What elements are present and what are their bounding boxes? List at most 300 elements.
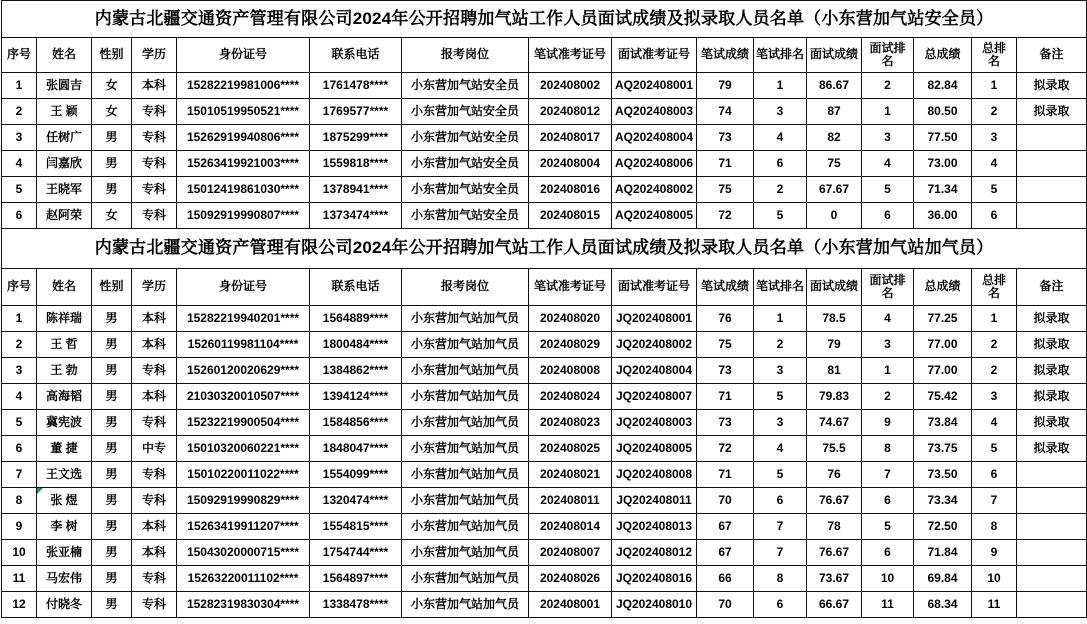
cell-written-exam-no: 202408011 bbox=[529, 488, 612, 514]
header-education: 学历 bbox=[132, 269, 177, 306]
cell-gender: 男 bbox=[92, 436, 132, 462]
cell-written-exam-no: 202408007 bbox=[529, 540, 612, 566]
cell-name: 李 树 bbox=[37, 514, 92, 540]
cell-interview-rank: 5 bbox=[862, 514, 914, 540]
cell-remark bbox=[1017, 203, 1087, 229]
cell-written-rank: 3 bbox=[754, 99, 807, 125]
header-phone: 联系电话 bbox=[310, 269, 402, 306]
cell-id-number: 15010220011022**** bbox=[177, 462, 310, 488]
cell-total-score: 73.84 bbox=[914, 410, 972, 436]
cell-gender: 男 bbox=[92, 358, 132, 384]
cell-education: 专科 bbox=[132, 410, 177, 436]
cell-position: 小东营加气站加气员 bbox=[402, 540, 529, 566]
cell-error-indicator-icon bbox=[37, 488, 43, 494]
cell-index: 3 bbox=[2, 358, 37, 384]
cell-written-exam-no: 202408014 bbox=[529, 514, 612, 540]
header-gender: 性别 bbox=[92, 269, 132, 306]
cell-remark bbox=[1017, 514, 1087, 540]
cell-id-number: 15282219940201**** bbox=[177, 306, 310, 332]
cell-phone: 1769577**** bbox=[310, 99, 402, 125]
header-written-score: 笔试成绩 bbox=[697, 269, 754, 306]
header-interview-rank bbox=[862, 38, 914, 73]
cell-interview-score: 78.5 bbox=[807, 306, 862, 332]
cell-interview-exam-no: AQ202408006 bbox=[612, 151, 697, 177]
table-row bbox=[2, 203, 1087, 229]
cell-written-score: 67 bbox=[697, 540, 754, 566]
table-row bbox=[2, 566, 1087, 592]
cell-written-rank: 5 bbox=[754, 203, 807, 229]
cell-written-rank: 1 bbox=[754, 73, 807, 99]
cell-education: 专科 bbox=[132, 488, 177, 514]
cell-written-rank: 6 bbox=[754, 488, 807, 514]
header-row bbox=[2, 269, 1087, 306]
cell-total-rank: 9 bbox=[972, 540, 1017, 566]
header-name: 姓名 bbox=[37, 269, 92, 306]
cell-written-score: 71 bbox=[697, 384, 754, 410]
cell-phone: 1384862**** bbox=[310, 358, 402, 384]
cell-total-rank: 8 bbox=[972, 514, 1017, 540]
cell-name: 冀宪波 bbox=[37, 410, 92, 436]
cell-total-rank: 1 bbox=[972, 306, 1017, 332]
cell-interview-score: 73.67 bbox=[807, 566, 862, 592]
cell-written-rank: 7 bbox=[754, 514, 807, 540]
header-total-score: 总成绩 bbox=[914, 269, 972, 306]
cell-written-exam-no: 202408015 bbox=[529, 203, 612, 229]
cell-interview-exam-no: AQ202408005 bbox=[612, 203, 697, 229]
cell-gender: 男 bbox=[92, 566, 132, 592]
cell-position: 小东营加气站加气员 bbox=[402, 410, 529, 436]
cell-total-rank: 2 bbox=[972, 99, 1017, 125]
cell-interview-exam-no: JQ202408008 bbox=[612, 462, 697, 488]
cell-remark bbox=[1017, 488, 1087, 514]
cell-total-score: 69.84 bbox=[914, 566, 972, 592]
cell-written-exam-no: 202408017 bbox=[529, 125, 612, 151]
header-written-exam-no: 笔试准考证号 bbox=[529, 38, 612, 73]
cell-total-score: 71.84 bbox=[914, 540, 972, 566]
cell-total-score: 72.50 bbox=[914, 514, 972, 540]
header-id-number: 身份证号 bbox=[177, 269, 310, 306]
cell-total-score: 73.00 bbox=[914, 151, 972, 177]
cell-name: 付晓冬 bbox=[37, 592, 92, 618]
cell-phone: 1554815**** bbox=[310, 514, 402, 540]
cell-name: 任树广 bbox=[37, 125, 92, 151]
cell-written-score: 71 bbox=[697, 462, 754, 488]
cell-phone: 1584856**** bbox=[310, 410, 402, 436]
table-row bbox=[2, 306, 1087, 332]
header-interview-exam-no: 面试准考证号 bbox=[612, 269, 697, 306]
cell-interview-exam-no: JQ202408013 bbox=[612, 514, 697, 540]
cell-phone: 1564889**** bbox=[310, 306, 402, 332]
cell-remark bbox=[1017, 151, 1087, 177]
cell-name: 张亚楠 bbox=[37, 540, 92, 566]
cell-index: 1 bbox=[2, 73, 37, 99]
cell-interview-score: 66.67 bbox=[807, 592, 862, 618]
cell-written-exam-no: 202408026 bbox=[529, 566, 612, 592]
header-interview-score: 面试成绩 bbox=[807, 38, 862, 73]
cell-remark bbox=[1017, 177, 1087, 203]
cell-id-number: 15262919940806**** bbox=[177, 125, 310, 151]
cell-remark: 拟录取 bbox=[1017, 99, 1087, 125]
cell-phone: 1761478**** bbox=[310, 73, 402, 99]
cell-id-number: 15010519950521**** bbox=[177, 99, 310, 125]
score-table bbox=[1, 0, 1087, 618]
cell-position: 小东营加气站加气员 bbox=[402, 436, 529, 462]
cell-interview-exam-no: JQ202408003 bbox=[612, 410, 697, 436]
cell-remark: 拟录取 bbox=[1017, 358, 1087, 384]
cell-gender: 男 bbox=[92, 332, 132, 358]
header-written-exam-no: 笔试准考证号 bbox=[529, 269, 612, 306]
cell-interview-rank: 7 bbox=[862, 462, 914, 488]
cell-education: 专科 bbox=[132, 462, 177, 488]
cell-position: 小东营加气站加气员 bbox=[402, 332, 529, 358]
cell-gender: 男 bbox=[92, 488, 132, 514]
cell-total-score: 71.34 bbox=[914, 177, 972, 203]
table-row bbox=[2, 73, 1087, 99]
cell-index: 12 bbox=[2, 592, 37, 618]
cell-gender: 男 bbox=[92, 177, 132, 203]
cell-total-rank: 3 bbox=[972, 384, 1017, 410]
cell-phone: 1564897**** bbox=[310, 566, 402, 592]
cell-interview-score: 75.5 bbox=[807, 436, 862, 462]
cell-interview-exam-no: JQ202408016 bbox=[612, 566, 697, 592]
cell-position: 小东营加气站安全员 bbox=[402, 99, 529, 125]
cell-written-score: 70 bbox=[697, 592, 754, 618]
cell-gender: 男 bbox=[92, 384, 132, 410]
table-row bbox=[2, 436, 1087, 462]
cell-phone: 1554099**** bbox=[310, 462, 402, 488]
header-position: 报考岗位 bbox=[402, 269, 529, 306]
cell-total-score: 73.75 bbox=[914, 436, 972, 462]
cell-written-rank: 2 bbox=[754, 332, 807, 358]
cell-total-rank: 6 bbox=[972, 203, 1017, 229]
cell-interview-score: 82 bbox=[807, 125, 862, 151]
header-written-rank: 笔试排名 bbox=[754, 269, 807, 306]
cell-gender: 男 bbox=[92, 306, 132, 332]
cell-interview-score: 74.67 bbox=[807, 410, 862, 436]
section-title: 内蒙古北疆交通资产管理有限公司2024年公开招聘加气站工作人员面试成绩及拟录取人员名单（小东营加气站安全员） bbox=[2, 1, 1087, 38]
cell-total-score: 75.42 bbox=[914, 384, 972, 410]
cell-written-rank: 3 bbox=[754, 358, 807, 384]
cell-written-score: 70 bbox=[697, 488, 754, 514]
cell-written-exam-no: 202408020 bbox=[529, 306, 612, 332]
header-total-rank-label: 总排名 bbox=[982, 41, 1007, 68]
cell-remark: 拟录取 bbox=[1017, 306, 1087, 332]
cell-name: 王 哲 bbox=[37, 332, 92, 358]
table-row bbox=[2, 99, 1087, 125]
cell-id-number: 15263220011102**** bbox=[177, 566, 310, 592]
cell-interview-rank: 2 bbox=[862, 73, 914, 99]
cell-index: 2 bbox=[2, 332, 37, 358]
cell-written-rank: 6 bbox=[754, 592, 807, 618]
cell-interview-score: 67.67 bbox=[807, 177, 862, 203]
cell-total-rank: 2 bbox=[972, 358, 1017, 384]
cell-position: 小东营加气站安全员 bbox=[402, 73, 529, 99]
cell-written-exam-no: 202408025 bbox=[529, 436, 612, 462]
cell-id-number: 15260120020629**** bbox=[177, 358, 310, 384]
cell-interview-exam-no: JQ202408010 bbox=[612, 592, 697, 618]
cell-position: 小东营加气站安全员 bbox=[402, 177, 529, 203]
cell-total-score: 73.50 bbox=[914, 462, 972, 488]
cell-interview-exam-no: JQ202408001 bbox=[612, 306, 697, 332]
cell-remark bbox=[1017, 462, 1087, 488]
cell-position: 小东营加气站加气员 bbox=[402, 592, 529, 618]
cell-education: 本科 bbox=[132, 514, 177, 540]
cell-interview-score: 79.83 bbox=[807, 384, 862, 410]
table-row bbox=[2, 410, 1087, 436]
cell-remark bbox=[1017, 566, 1087, 592]
cell-written-score: 75 bbox=[697, 332, 754, 358]
header-total-rank-label: 总排名 bbox=[982, 273, 1007, 300]
header-index: 序号 bbox=[2, 269, 37, 306]
cell-written-score: 73 bbox=[697, 125, 754, 151]
cell-position: 小东营加气站安全员 bbox=[402, 203, 529, 229]
cell-total-score: 82.84 bbox=[914, 73, 972, 99]
header-name: 姓名 bbox=[37, 38, 92, 73]
header-index: 序号 bbox=[2, 38, 37, 73]
cell-interview-rank: 3 bbox=[862, 125, 914, 151]
cell-total-rank: 1 bbox=[972, 73, 1017, 99]
cell-index: 9 bbox=[2, 514, 37, 540]
cell-total-score: 36.00 bbox=[914, 203, 972, 229]
cell-written-score: 73 bbox=[697, 410, 754, 436]
cell-interview-rank: 9 bbox=[862, 410, 914, 436]
cell-gender: 男 bbox=[92, 462, 132, 488]
cell-written-rank: 8 bbox=[754, 566, 807, 592]
cell-remark: 拟录取 bbox=[1017, 73, 1087, 99]
cell-name: 陈祥瑞 bbox=[37, 306, 92, 332]
cell-name: 王 勃 bbox=[37, 358, 92, 384]
cell-written-rank: 4 bbox=[754, 125, 807, 151]
cell-written-score: 72 bbox=[697, 436, 754, 462]
cell-written-rank: 5 bbox=[754, 462, 807, 488]
cell-interview-score: 76.67 bbox=[807, 540, 862, 566]
cell-name: 王文选 bbox=[37, 462, 92, 488]
cell-total-score: 77.00 bbox=[914, 332, 972, 358]
cell-position: 小东营加气站加气员 bbox=[402, 358, 529, 384]
cell-interview-rank: 4 bbox=[862, 306, 914, 332]
cell-interview-exam-no: AQ202408002 bbox=[612, 177, 697, 203]
cell-remark: 拟录取 bbox=[1017, 332, 1087, 358]
cell-written-score: 73 bbox=[697, 358, 754, 384]
cell-written-rank: 4 bbox=[754, 436, 807, 462]
cell-phone: 1559818**** bbox=[310, 151, 402, 177]
cell-written-exam-no: 202408008 bbox=[529, 358, 612, 384]
cell-written-exam-no: 202408023 bbox=[529, 410, 612, 436]
cell-index: 2 bbox=[2, 99, 37, 125]
cell-name: 高海韬 bbox=[37, 384, 92, 410]
cell-written-rank: 3 bbox=[754, 410, 807, 436]
cell-index: 1 bbox=[2, 306, 37, 332]
header-remark: 备注 bbox=[1017, 269, 1087, 306]
cell-name: 马宏伟 bbox=[37, 566, 92, 592]
cell-interview-rank: 2 bbox=[862, 384, 914, 410]
cell-gender: 女 bbox=[92, 73, 132, 99]
cell-phone: 1754744**** bbox=[310, 540, 402, 566]
cell-education: 专科 bbox=[132, 592, 177, 618]
cell-interview-rank: 1 bbox=[862, 358, 914, 384]
cell-phone: 1378941**** bbox=[310, 177, 402, 203]
cell-education: 本科 bbox=[132, 540, 177, 566]
table-row bbox=[2, 177, 1087, 203]
cell-interview-score: 81 bbox=[807, 358, 862, 384]
cell-interview-rank: 6 bbox=[862, 203, 914, 229]
table-row bbox=[2, 384, 1087, 410]
table-row bbox=[2, 151, 1087, 177]
cell-written-exam-no: 202408001 bbox=[529, 592, 612, 618]
cell-written-exam-no: 202408029 bbox=[529, 332, 612, 358]
cell-interview-rank: 8 bbox=[862, 436, 914, 462]
cell-total-score: 77.25 bbox=[914, 306, 972, 332]
cell-phone: 1800484**** bbox=[310, 332, 402, 358]
cell-interview-rank: 11 bbox=[862, 592, 914, 618]
cell-remark: 拟录取 bbox=[1017, 410, 1087, 436]
cell-interview-exam-no: AQ202408004 bbox=[612, 125, 697, 151]
cell-interview-exam-no: JQ202408005 bbox=[612, 436, 697, 462]
cell-index: 10 bbox=[2, 540, 37, 566]
cell-total-score: 77.00 bbox=[914, 358, 972, 384]
cell-written-exam-no: 202408016 bbox=[529, 177, 612, 203]
cell-education: 专科 bbox=[132, 358, 177, 384]
header-phone: 联系电话 bbox=[310, 38, 402, 73]
cell-interview-rank: 5 bbox=[862, 177, 914, 203]
cell-written-exam-no: 202408002 bbox=[529, 73, 612, 99]
cell-interview-score: 76.67 bbox=[807, 488, 862, 514]
cell-id-number: 15282319830304**** bbox=[177, 592, 310, 618]
cell-total-rank: 11 bbox=[972, 592, 1017, 618]
cell-gender: 男 bbox=[92, 125, 132, 151]
cell-interview-rank: 3 bbox=[862, 332, 914, 358]
cell-position: 小东营加气站安全员 bbox=[402, 125, 529, 151]
cell-phone: 1320474**** bbox=[310, 488, 402, 514]
cell-position: 小东营加气站加气员 bbox=[402, 306, 529, 332]
cell-written-rank: 5 bbox=[754, 384, 807, 410]
cell-total-score: 73.34 bbox=[914, 488, 972, 514]
cell-written-rank: 2 bbox=[754, 177, 807, 203]
cell-interview-exam-no: AQ202408003 bbox=[612, 99, 697, 125]
cell-index: 11 bbox=[2, 566, 37, 592]
cell-remark bbox=[1017, 540, 1087, 566]
cell-total-rank: 5 bbox=[972, 436, 1017, 462]
cell-education: 本科 bbox=[132, 73, 177, 99]
cell-position: 小东营加气站加气员 bbox=[402, 514, 529, 540]
cell-written-score: 66 bbox=[697, 566, 754, 592]
cell-total-rank: 5 bbox=[972, 177, 1017, 203]
cell-education: 专科 bbox=[132, 566, 177, 592]
cell-total-rank: 6 bbox=[972, 462, 1017, 488]
cell-gender: 男 bbox=[92, 410, 132, 436]
section-title-row bbox=[2, 1, 1087, 38]
cell-interview-exam-no: JQ202408011 bbox=[612, 488, 697, 514]
cell-total-rank: 10 bbox=[972, 566, 1017, 592]
cell-name: 赵阿荣 bbox=[37, 203, 92, 229]
score-table-body bbox=[2, 1, 1087, 618]
table-row bbox=[2, 488, 1087, 514]
cell-written-score: 74 bbox=[697, 99, 754, 125]
cell-education: 中专 bbox=[132, 436, 177, 462]
cell-interview-exam-no: JQ202408007 bbox=[612, 384, 697, 410]
header-id-number: 身份证号 bbox=[177, 38, 310, 73]
cell-gender: 男 bbox=[92, 151, 132, 177]
cell-name: 董 捷 bbox=[37, 436, 92, 462]
header-interview-score: 面试成绩 bbox=[807, 269, 862, 306]
cell-education: 本科 bbox=[132, 332, 177, 358]
header-interview-rank-label: 面试排名 bbox=[869, 273, 906, 300]
cell-total-rank: 2 bbox=[972, 332, 1017, 358]
cell-remark bbox=[1017, 592, 1087, 618]
cell-id-number: 15263419921003**** bbox=[177, 151, 310, 177]
cell-interview-score: 86.67 bbox=[807, 73, 862, 99]
cell-total-score: 80.50 bbox=[914, 99, 972, 125]
header-education: 学历 bbox=[132, 38, 177, 73]
cell-id-number: 15043020000715**** bbox=[177, 540, 310, 566]
cell-education: 专科 bbox=[132, 125, 177, 151]
cell-id-number: 15010320060221**** bbox=[177, 436, 310, 462]
cell-position: 小东营加气站加气员 bbox=[402, 488, 529, 514]
cell-phone: 1394124**** bbox=[310, 384, 402, 410]
cell-interview-exam-no: JQ202408012 bbox=[612, 540, 697, 566]
cell-education: 专科 bbox=[132, 203, 177, 229]
header-total-rank bbox=[972, 269, 1017, 306]
cell-index: 3 bbox=[2, 125, 37, 151]
cell-interview-score: 76 bbox=[807, 462, 862, 488]
cell-name: 闫嘉欣 bbox=[37, 151, 92, 177]
cell-position: 小东营加气站加气员 bbox=[402, 462, 529, 488]
cell-interview-score: 75 bbox=[807, 151, 862, 177]
cell-phone: 1373474**** bbox=[310, 203, 402, 229]
cell-gender: 男 bbox=[92, 514, 132, 540]
header-total-rank bbox=[972, 38, 1017, 73]
cell-index: 4 bbox=[2, 151, 37, 177]
cell-total-rank: 4 bbox=[972, 151, 1017, 177]
section-title: 内蒙古北疆交通资产管理有限公司2024年公开招聘加气站工作人员面试成绩及拟录取人员名单（小东营加气站加气员） bbox=[2, 229, 1087, 269]
cell-name: 王晓军 bbox=[37, 177, 92, 203]
cell-written-exam-no: 202408021 bbox=[529, 462, 612, 488]
cell-remark: 拟录取 bbox=[1017, 436, 1087, 462]
cell-phone: 1848047**** bbox=[310, 436, 402, 462]
cell-gender: 女 bbox=[92, 99, 132, 125]
table-row bbox=[2, 358, 1087, 384]
cell-interview-rank: 1 bbox=[862, 99, 914, 125]
cell-written-score: 75 bbox=[697, 177, 754, 203]
cell-education: 专科 bbox=[132, 177, 177, 203]
cell-phone: 1338478**** bbox=[310, 592, 402, 618]
cell-id-number: 15012419861030**** bbox=[177, 177, 310, 203]
cell-position: 小东营加气站安全员 bbox=[402, 151, 529, 177]
header-remark: 备注 bbox=[1017, 38, 1087, 73]
header-gender: 性别 bbox=[92, 38, 132, 73]
cell-education: 本科 bbox=[132, 306, 177, 332]
cell-name: 张 煜 bbox=[37, 488, 92, 514]
cell-index: 4 bbox=[2, 384, 37, 410]
cell-written-rank: 1 bbox=[754, 306, 807, 332]
cell-remark bbox=[1017, 125, 1087, 151]
cell-interview-score: 87 bbox=[807, 99, 862, 125]
cell-index: 6 bbox=[2, 203, 37, 229]
cell-written-score: 79 bbox=[697, 73, 754, 99]
cell-index: 7 bbox=[2, 462, 37, 488]
cell-index: 6 bbox=[2, 436, 37, 462]
cell-written-exam-no: 202408004 bbox=[529, 151, 612, 177]
section-title-row bbox=[2, 229, 1087, 269]
cell-name: 张圆吉 bbox=[37, 73, 92, 99]
cell-gender: 男 bbox=[92, 592, 132, 618]
cell-id-number: 15263419911207**** bbox=[177, 514, 310, 540]
cell-position: 小东营加气站加气员 bbox=[402, 566, 529, 592]
cell-id-number: 15092919990829**** bbox=[177, 488, 310, 514]
cell-gender: 男 bbox=[92, 540, 132, 566]
cell-total-score: 77.50 bbox=[914, 125, 972, 151]
cell-written-score: 72 bbox=[697, 203, 754, 229]
